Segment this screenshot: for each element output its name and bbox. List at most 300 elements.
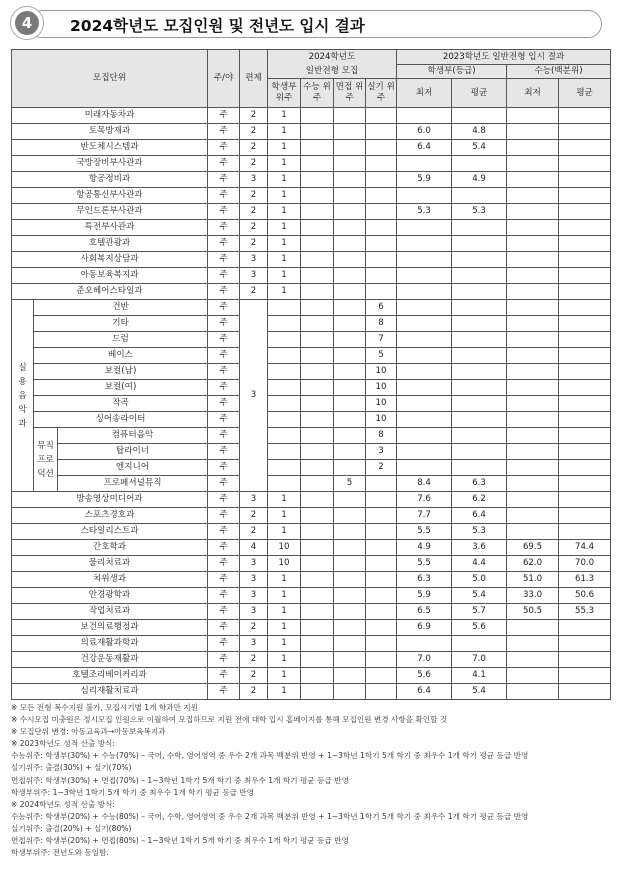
header-student-grade: 학생부(등급) bbox=[397, 65, 507, 79]
student-quota-cell: 1 bbox=[268, 668, 301, 684]
unit-name: 보컬(남) bbox=[34, 364, 208, 380]
suneung-quota-cell bbox=[301, 268, 334, 284]
grade-avg-cell bbox=[452, 332, 507, 348]
interview-quota-cell bbox=[334, 556, 366, 572]
suneung-avg-cell bbox=[559, 204, 611, 220]
suneung-avg-cell bbox=[559, 348, 611, 364]
grade-avg-cell bbox=[452, 156, 507, 172]
grade-min-cell bbox=[397, 332, 452, 348]
interview-quota-cell bbox=[334, 188, 366, 204]
day-night-cell: 주 bbox=[208, 572, 240, 588]
table-row bbox=[12, 284, 611, 300]
grade-min-cell bbox=[397, 188, 452, 204]
student-quota-cell: 1 bbox=[268, 156, 301, 172]
interview-quota-cell bbox=[334, 300, 366, 316]
suneung-quota-cell bbox=[301, 652, 334, 668]
suneung-avg-cell bbox=[559, 140, 611, 156]
practical-quota-cell: 8 bbox=[366, 428, 397, 444]
unit-name: 치위생과 bbox=[12, 572, 208, 588]
day-night-cell: 주 bbox=[208, 284, 240, 300]
suneung-quota-cell bbox=[301, 492, 334, 508]
suneung-avg-cell bbox=[559, 156, 611, 172]
suneung-min-cell bbox=[507, 124, 559, 140]
note-line: ※ 모든 전형 복수지원 불가, 모집시기별 1개 학과만 지원 bbox=[11, 703, 198, 712]
grade-avg-cell bbox=[452, 316, 507, 332]
practical-quota-cell bbox=[366, 140, 397, 156]
unit-name: 준오헤어스타일과 bbox=[12, 284, 208, 300]
grade-min-cell: 6.5 bbox=[397, 604, 452, 620]
grade-min-cell: 5.5 bbox=[397, 524, 452, 540]
suneung-min-cell bbox=[507, 444, 559, 460]
table-row bbox=[12, 140, 611, 156]
music-group-label: 실 용 음 악 과 bbox=[12, 300, 34, 492]
table-row bbox=[12, 316, 611, 332]
admissions-table-wrap bbox=[11, 49, 610, 700]
table-row bbox=[12, 524, 611, 540]
day-night-cell: 주 bbox=[208, 140, 240, 156]
note-line: 실기위주: 출결(30%) + 실기(70%) bbox=[11, 763, 132, 773]
suneung-avg-cell bbox=[559, 636, 611, 652]
suneung-avg-cell: 74.4 bbox=[559, 540, 611, 556]
suneung-avg-cell: 55.3 bbox=[559, 604, 611, 620]
suneung-avg-cell: 61.3 bbox=[559, 572, 611, 588]
grade-avg-cell: 4.1 bbox=[452, 668, 507, 684]
unit-name: 항공통신부사관과 bbox=[12, 188, 208, 204]
header-min-suneung: 최저 bbox=[507, 79, 559, 108]
day-night-cell: 주 bbox=[208, 428, 240, 444]
interview-quota-cell bbox=[334, 668, 366, 684]
table-row bbox=[12, 604, 611, 620]
quota-cell: 3 bbox=[240, 588, 268, 604]
practical-quota-cell bbox=[366, 572, 397, 588]
student-quota-cell: 1 bbox=[268, 172, 301, 188]
table-row bbox=[12, 172, 611, 188]
suneung-avg-cell: 50.6 bbox=[559, 588, 611, 604]
interview-quota-cell bbox=[334, 636, 366, 652]
suneung-quota-cell bbox=[301, 572, 334, 588]
unit-name: 건강운동재활과 bbox=[12, 652, 208, 668]
student-quota-cell bbox=[268, 460, 301, 476]
grade-avg-cell bbox=[452, 428, 507, 444]
grade-min-cell bbox=[397, 364, 452, 380]
quota-cell: 3 bbox=[240, 556, 268, 572]
practical-quota-cell bbox=[366, 204, 397, 220]
header-sub-practical: 실기 위주 bbox=[366, 79, 397, 108]
suneung-avg-cell bbox=[559, 252, 611, 268]
day-night-cell: 주 bbox=[208, 220, 240, 236]
student-quota-cell: 1 bbox=[268, 188, 301, 204]
student-quota-cell: 1 bbox=[268, 652, 301, 668]
footnotes bbox=[11, 702, 611, 859]
quota-cell: 2 bbox=[240, 620, 268, 636]
grade-avg-cell: 5.4 bbox=[452, 588, 507, 604]
grade-min-cell bbox=[397, 348, 452, 364]
student-quota-cell: 1 bbox=[268, 268, 301, 284]
grade-min-cell bbox=[397, 268, 452, 284]
unit-name: 드럼 bbox=[34, 332, 208, 348]
student-quota-cell: 1 bbox=[268, 636, 301, 652]
practical-quota-cell bbox=[366, 156, 397, 172]
suneung-min-cell bbox=[507, 620, 559, 636]
table-row bbox=[12, 396, 611, 412]
grade-avg-cell bbox=[452, 300, 507, 316]
practical-quota-cell bbox=[366, 588, 397, 604]
practical-quota-cell bbox=[366, 220, 397, 236]
suneung-quota-cell bbox=[301, 220, 334, 236]
practical-quota-cell: 10 bbox=[366, 412, 397, 428]
interview-quota-cell bbox=[334, 412, 366, 428]
section-header bbox=[10, 6, 610, 42]
quota-cell: 2 bbox=[240, 220, 268, 236]
table-row bbox=[12, 444, 611, 460]
unit-name: 스타일리스트과 bbox=[12, 524, 208, 540]
day-night-cell: 주 bbox=[208, 348, 240, 364]
day-night-cell: 주 bbox=[208, 108, 240, 124]
grade-min-cell: 6.3 bbox=[397, 572, 452, 588]
suneung-avg-cell bbox=[559, 380, 611, 396]
suneung-quota-cell bbox=[301, 556, 334, 572]
practical-quota-cell: 10 bbox=[366, 396, 397, 412]
practical-quota-cell bbox=[366, 476, 397, 492]
interview-quota-cell bbox=[334, 460, 366, 476]
suneung-min-cell bbox=[507, 396, 559, 412]
suneung-quota-cell bbox=[301, 364, 334, 380]
practical-quota-cell: 3 bbox=[366, 444, 397, 460]
suneung-avg-cell bbox=[559, 316, 611, 332]
interview-quota-cell bbox=[334, 652, 366, 668]
student-quota-cell: 1 bbox=[268, 572, 301, 588]
day-night-cell: 주 bbox=[208, 508, 240, 524]
unit-name: 국방장비부사관과 bbox=[12, 156, 208, 172]
practical-quota-cell bbox=[366, 684, 397, 700]
student-quota-cell bbox=[268, 396, 301, 412]
day-night-cell: 주 bbox=[208, 252, 240, 268]
practical-quota-cell: 8 bbox=[366, 316, 397, 332]
day-night-cell: 주 bbox=[208, 540, 240, 556]
quota-cell: 3 bbox=[240, 604, 268, 620]
suneung-quota-cell bbox=[301, 588, 334, 604]
day-night-cell: 주 bbox=[208, 268, 240, 284]
grade-min-cell bbox=[397, 300, 452, 316]
student-quota-cell: 1 bbox=[268, 108, 301, 124]
suneung-min-cell bbox=[507, 316, 559, 332]
grade-min-cell bbox=[397, 284, 452, 300]
suneung-min-cell: 33.0 bbox=[507, 588, 559, 604]
unit-name: 간호학과 bbox=[12, 540, 208, 556]
day-night-cell: 주 bbox=[208, 620, 240, 636]
unit-name: 미래자동차과 bbox=[12, 108, 208, 124]
practical-quota-cell: 7 bbox=[366, 332, 397, 348]
quota-cell: 2 bbox=[240, 236, 268, 252]
grade-avg-cell bbox=[452, 220, 507, 236]
grade-avg-cell bbox=[452, 636, 507, 652]
grade-min-cell: 5.6 bbox=[397, 668, 452, 684]
grade-min-cell bbox=[397, 156, 452, 172]
table-row bbox=[12, 220, 611, 236]
suneung-quota-cell bbox=[301, 668, 334, 684]
table-row bbox=[12, 300, 611, 316]
unit-name: 싱어송라이터 bbox=[34, 412, 208, 428]
practical-quota-cell bbox=[366, 604, 397, 620]
suneung-quota-cell bbox=[301, 316, 334, 332]
practical-quota-cell bbox=[366, 540, 397, 556]
suneung-min-cell bbox=[507, 476, 559, 492]
note-line: 면접위주: 학생부(30%) + 면접(70%) – 1~3학년 1학기 5개 학기 중 최우수 1개 학기 평균 등급 반영 bbox=[11, 775, 349, 785]
grade-min-cell bbox=[397, 236, 452, 252]
header-day-night: 주/야 bbox=[208, 50, 240, 108]
unit-name: 스포츠경호과 bbox=[12, 508, 208, 524]
table-row bbox=[12, 332, 611, 348]
unit-name: 보컬(여) bbox=[34, 380, 208, 396]
unit-name: 탑라이너 bbox=[58, 444, 208, 460]
suneung-avg-cell bbox=[559, 220, 611, 236]
unit-name: 방송영상미디어과 bbox=[12, 492, 208, 508]
interview-quota-cell bbox=[334, 156, 366, 172]
suneung-avg-cell bbox=[559, 412, 611, 428]
grade-avg-cell bbox=[452, 268, 507, 284]
day-night-cell: 주 bbox=[208, 524, 240, 540]
header-min-grade: 최저 bbox=[397, 79, 452, 108]
quota-cell: 3 bbox=[240, 636, 268, 652]
quota-cell: 3 bbox=[240, 300, 268, 492]
interview-quota-cell bbox=[334, 380, 366, 396]
student-quota-cell: 10 bbox=[268, 540, 301, 556]
suneung-quota-cell bbox=[301, 620, 334, 636]
unit-name: 작곡 bbox=[34, 396, 208, 412]
suneung-avg-cell bbox=[559, 428, 611, 444]
table-row bbox=[12, 412, 611, 428]
quota-cell: 3 bbox=[240, 492, 268, 508]
student-quota-cell: 1 bbox=[268, 140, 301, 156]
grade-min-cell: 6.0 bbox=[397, 124, 452, 140]
interview-quota-cell bbox=[334, 140, 366, 156]
table-row bbox=[12, 428, 611, 444]
student-quota-cell: 1 bbox=[268, 284, 301, 300]
table-row bbox=[12, 588, 611, 604]
unit-name: 건반 bbox=[34, 300, 208, 316]
unit-name: 물리치료과 bbox=[12, 556, 208, 572]
grade-avg-cell bbox=[452, 444, 507, 460]
grade-min-cell: 8.4 bbox=[397, 476, 452, 492]
student-quota-cell bbox=[268, 428, 301, 444]
student-quota-cell: 1 bbox=[268, 684, 301, 700]
grade-avg-cell: 5.3 bbox=[452, 204, 507, 220]
suneung-avg-cell bbox=[559, 508, 611, 524]
suneung-avg-cell bbox=[559, 236, 611, 252]
day-night-cell: 주 bbox=[208, 188, 240, 204]
header-quota: 편제 bbox=[240, 50, 268, 108]
suneung-avg-cell bbox=[559, 620, 611, 636]
suneung-quota-cell bbox=[301, 524, 334, 540]
suneung-avg-cell bbox=[559, 460, 611, 476]
suneung-min-cell bbox=[507, 412, 559, 428]
grade-avg-cell: 3.6 bbox=[452, 540, 507, 556]
header-sub-suneung: 수능 위주 bbox=[301, 79, 334, 108]
table-row bbox=[12, 236, 611, 252]
day-night-cell: 주 bbox=[208, 124, 240, 140]
suneung-min-cell bbox=[507, 508, 559, 524]
practical-quota-cell bbox=[366, 268, 397, 284]
interview-quota-cell bbox=[334, 620, 366, 636]
student-quota-cell bbox=[268, 364, 301, 380]
suneung-quota-cell bbox=[301, 156, 334, 172]
quota-cell: 2 bbox=[240, 652, 268, 668]
interview-quota-cell: 5 bbox=[334, 476, 366, 492]
suneung-quota-cell bbox=[301, 396, 334, 412]
page-title: 2024학년도 모집인원 및 전년도 입시 결과 bbox=[70, 17, 365, 35]
student-quota-cell: 1 bbox=[268, 524, 301, 540]
suneung-avg-cell bbox=[559, 652, 611, 668]
suneung-min-cell bbox=[507, 284, 559, 300]
day-night-cell: 주 bbox=[208, 444, 240, 460]
suneung-quota-cell bbox=[301, 380, 334, 396]
suneung-min-cell bbox=[507, 684, 559, 700]
interview-quota-cell bbox=[334, 364, 366, 380]
practical-quota-cell: 6 bbox=[366, 300, 397, 316]
unit-name: 반도체시스템과 bbox=[12, 140, 208, 156]
suneung-quota-cell bbox=[301, 684, 334, 700]
student-quota-cell bbox=[268, 412, 301, 428]
quota-cell: 2 bbox=[240, 140, 268, 156]
table-row bbox=[12, 348, 611, 364]
interview-quota-cell bbox=[334, 588, 366, 604]
student-quota-cell bbox=[268, 332, 301, 348]
table-row bbox=[12, 460, 611, 476]
unit-name: 기타 bbox=[34, 316, 208, 332]
practical-quota-cell bbox=[366, 652, 397, 668]
suneung-avg-cell bbox=[559, 364, 611, 380]
grade-avg-cell bbox=[452, 188, 507, 204]
grade-min-cell: 6.4 bbox=[397, 684, 452, 700]
suneung-quota-cell bbox=[301, 124, 334, 140]
quota-cell: 2 bbox=[240, 508, 268, 524]
suneung-avg-cell bbox=[559, 188, 611, 204]
day-night-cell: 주 bbox=[208, 300, 240, 316]
grade-avg-cell bbox=[452, 460, 507, 476]
practical-quota-cell: 10 bbox=[366, 380, 397, 396]
interview-quota-cell bbox=[334, 508, 366, 524]
suneung-quota-cell bbox=[301, 348, 334, 364]
quota-cell: 3 bbox=[240, 252, 268, 268]
note-line: ※ 모집단위 변경: 아동교육과→아동보육복지과 bbox=[11, 727, 166, 737]
table-row bbox=[12, 652, 611, 668]
interview-quota-cell bbox=[334, 524, 366, 540]
unit-name: 프로페셔널뮤직 bbox=[58, 476, 208, 492]
table-row bbox=[12, 492, 611, 508]
practical-quota-cell bbox=[366, 172, 397, 188]
unit-name: 베이스 bbox=[34, 348, 208, 364]
quota-cell: 2 bbox=[240, 524, 268, 540]
student-quota-cell: 1 bbox=[268, 492, 301, 508]
quota-cell: 2 bbox=[240, 684, 268, 700]
suneung-min-cell bbox=[507, 428, 559, 444]
grade-avg-cell: 5.4 bbox=[452, 140, 507, 156]
table-row bbox=[12, 540, 611, 556]
quota-cell: 3 bbox=[240, 172, 268, 188]
suneung-min-cell bbox=[507, 460, 559, 476]
suneung-min-cell: 69.5 bbox=[507, 540, 559, 556]
suneung-quota-cell bbox=[301, 252, 334, 268]
grade-avg-cell bbox=[452, 236, 507, 252]
day-night-cell: 주 bbox=[208, 668, 240, 684]
unit-name: 컴퓨터음악 bbox=[58, 428, 208, 444]
suneung-min-cell bbox=[507, 380, 559, 396]
note-line: ※ 수시모집 미충원은 정시모집 인원으로 이월하여 모집하므로 지원 전에 대학 입시 홈페이지를 통해 모집인원 변경 사항을 확인할 것 bbox=[11, 715, 448, 725]
grade-min-cell: 7.7 bbox=[397, 508, 452, 524]
interview-quota-cell bbox=[334, 428, 366, 444]
suneung-quota-cell bbox=[301, 140, 334, 156]
interview-quota-cell bbox=[334, 268, 366, 284]
suneung-avg-cell bbox=[559, 684, 611, 700]
day-night-cell: 주 bbox=[208, 412, 240, 428]
grade-avg-cell bbox=[452, 364, 507, 380]
note-line: 학생부위주: 전년도와 동일함. bbox=[11, 848, 109, 858]
table-row bbox=[12, 636, 611, 652]
practical-quota-cell bbox=[366, 636, 397, 652]
suneung-quota-cell bbox=[301, 460, 334, 476]
practical-quota-cell bbox=[366, 620, 397, 636]
suneung-avg-cell bbox=[559, 108, 611, 124]
grade-min-cell bbox=[397, 108, 452, 124]
header-avg-grade: 평균 bbox=[452, 79, 507, 108]
table-row bbox=[12, 156, 611, 172]
day-night-cell: 주 bbox=[208, 316, 240, 332]
unit-name: 보건의료행정과 bbox=[12, 620, 208, 636]
suneung-avg-cell bbox=[559, 492, 611, 508]
suneung-min-cell bbox=[507, 652, 559, 668]
unit-name: 엔지니어 bbox=[58, 460, 208, 476]
note-line: 실기위주: 출결(20%) + 실기(80%) bbox=[11, 823, 132, 833]
grade-min-cell: 5.9 bbox=[397, 172, 452, 188]
grade-min-cell: 5.5 bbox=[397, 556, 452, 572]
interview-quota-cell bbox=[334, 572, 366, 588]
suneung-avg-cell: 70.0 bbox=[559, 556, 611, 572]
suneung-avg-cell bbox=[559, 172, 611, 188]
practical-quota-cell bbox=[366, 188, 397, 204]
suneung-quota-cell bbox=[301, 636, 334, 652]
suneung-min-cell: 62.0 bbox=[507, 556, 559, 572]
student-quota-cell: 1 bbox=[268, 252, 301, 268]
suneung-min-cell bbox=[507, 300, 559, 316]
suneung-min-cell bbox=[507, 172, 559, 188]
suneung-avg-cell bbox=[559, 332, 611, 348]
table-row bbox=[12, 620, 611, 636]
header-sub-interview: 면접 위주 bbox=[334, 79, 366, 108]
day-night-cell: 주 bbox=[208, 332, 240, 348]
suneung-quota-cell bbox=[301, 236, 334, 252]
table-row bbox=[12, 508, 611, 524]
suneung-quota-cell bbox=[301, 412, 334, 428]
quota-cell: 2 bbox=[240, 284, 268, 300]
suneung-avg-cell bbox=[559, 476, 611, 492]
suneung-min-cell bbox=[507, 140, 559, 156]
student-quota-cell bbox=[268, 476, 301, 492]
note-line: 면접위주: 학생부(20%) + 면접(80%) – 1~3학년 1학기 5개 학기 중 최우수 1개 학기 평균 등급 반영 bbox=[11, 836, 349, 846]
grade-min-cell bbox=[397, 412, 452, 428]
interview-quota-cell bbox=[334, 236, 366, 252]
suneung-min-cell: 51.0 bbox=[507, 572, 559, 588]
interview-quota-cell bbox=[334, 124, 366, 140]
interview-quota-cell bbox=[334, 604, 366, 620]
grade-avg-cell bbox=[452, 396, 507, 412]
unit-name: 사회복지상담과 bbox=[12, 252, 208, 268]
grade-avg-cell: 6.3 bbox=[452, 476, 507, 492]
header-avg-suneung: 평균 bbox=[559, 79, 611, 108]
suneung-quota-cell bbox=[301, 204, 334, 220]
interview-quota-cell bbox=[334, 172, 366, 188]
unit-name: 심리재활치료과 bbox=[12, 684, 208, 700]
day-night-cell: 주 bbox=[208, 604, 240, 620]
